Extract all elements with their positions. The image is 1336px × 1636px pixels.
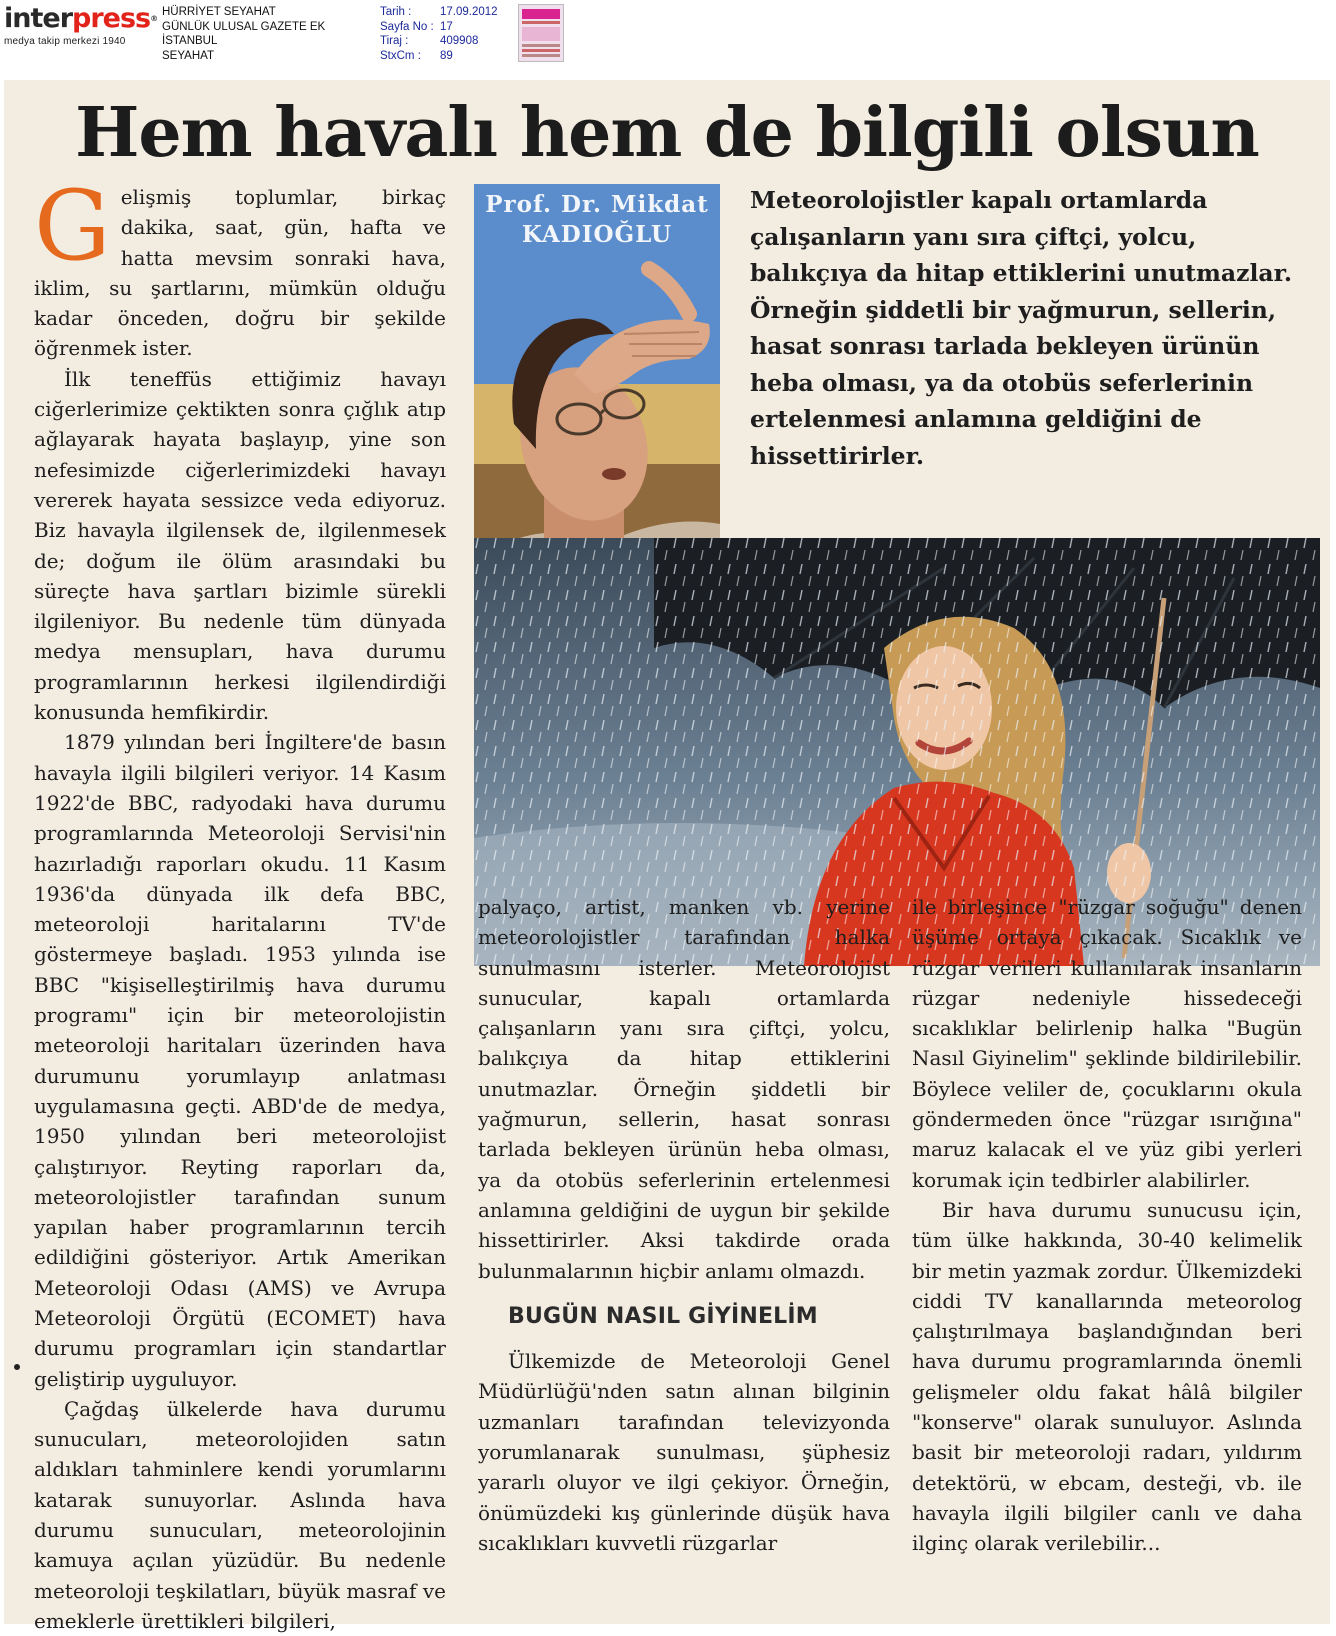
- paragraph: Ülkemizde de Meteoroloji Genel Müdürlüğü'nden satın alınan bilginin uzmanları tarafından televizyonda yorumlanarak sunulması, şüphesiz yararlı oluyor ve ilgi çekiyor. Örneğin, önümüzdeki kış günlerinde düşük hava sıcaklıkları kuvvetli rüzgarlar: [478, 1349, 890, 1555]
- article-column-3: [912, 892, 1302, 1559]
- meta-page: Sayfa No : 17: [380, 20, 453, 33]
- article-deck: Meteorolojistler kapalı ortamlarda çalışanların yanı sıra çiftçi, yolcu, balıkçıya da hitap ettiklerini unutmazlar. Örneğin şiddetli bir yağmurun, sellerin, hasat sonrası tarlada bekleyen ürünün heba olması, ya da otobüs seferlerinin ertelenmesi anlamına geldiğini de hissettirirler.: [750, 186, 1293, 470]
- margin-dot: [14, 1364, 20, 1370]
- paragraph: palyaço, artist, manken vb. yerine meteorolojistler tarafından halka sunulmasını isterler. Meteorolojist sunucular, kapalı ortamlarda çalışanların yanı sıra çiftçi, yolcu, balıkçıya da hitap ettiklerini unutmazlar. Örneğin şiddetli bir yağmurun, sellerin, hasat sonrası tarlada bekleyen ürünün heba olması, ya da otobüs seferlerinin ertelenmesi anlamına geldiğini de uygun bir şekilde hissettirirler. Aksi takdirde orada bulunmalarının hiçbir anlamı olmazdı.: [478, 895, 890, 1283]
- article-column-2: [478, 892, 890, 1558]
- meta-circulation: Tiraj : 409908: [380, 35, 479, 47]
- columnist-name: Prof. Dr. Mikdat KADIOĞLU: [485, 191, 709, 248]
- article-column-1: [34, 170, 446, 1636]
- paragraph: elişmiş toplumlar, birkaç dakika, saat, gün, hafta ve hatta mevsim sonraki hava, iklim, su şartlarını, mümkün olduğu kadar önceden, doğru bir şekilde öğrenmek ister.: [34, 185, 446, 361]
- publication-city: İSTANBUL: [162, 35, 218, 47]
- publication-name: HÜRRİYET SEYAHAT: [162, 6, 276, 18]
- clipping-header: [0, 0, 1336, 70]
- clipping-meta: [380, 5, 498, 63]
- drop-cap: G: [34, 170, 111, 282]
- paragraph: Bir hava durumu sunucusu için, tüm ülke hakkında, 30-40 kelimelik bir metin yazmak zordur. Ülkemizdeki ciddi TV kanallarında meteorolog çalıştırılmaya başlandığından beri hava durumu programlarında önemli gelişmeler oldu fakat hâlâ bilgiler "konserve" olarak sunuluyor. Aslında basit bir meteoroloji radarı, yıldırım detektörü, w ebcam, desteği, vb. ile havayla ilgili bilgiler canlı ve daha ilginç olarak verilebilir...: [912, 1197, 1302, 1556]
- newspaper-page: [4, 80, 1330, 1633]
- meta-stxcm: StxCm : 89: [380, 49, 453, 62]
- meta-date: Tarih : 17.09.2012: [380, 6, 498, 18]
- logo-wordmark: interpress®: [4, 3, 158, 34]
- paragraph: ile birleşince "rüzgar soğuğu" denen üşüme ortaya çıkacak. Sıcaklık ve rüzgar verileri kullanılarak insanların rüzgar nedeniyle hissedeceği sıcaklıklar belirlenip halka "Bugün Nasıl Giyinelim" şeklinde bildirilebilir. Böylece veliler de, çocuklarını okula göndermeden önce "rüzgar ısırığına" maruz kalacak el ve yüz gibi yerleri korumak için tedbirler alabilirler.: [912, 895, 1302, 1192]
- section-subhead: BUGÜN NASIL GİYİNELİM: [508, 1303, 818, 1329]
- paragraph: 1879 yılından beri İngiltere'de basın havayla ilgili bilgileri veriyor. 14 Kasım 1922'de BBC, radyodaki hava durumu programlarında Meteoroloji Servisi'nin hazırladığı raporları okudu. 11 Kasım 1936'da dünyada ilk defa BBC, meteoroloji haritalarını TV'de göstermeye başladı. 1953 yılında ise BBC "kişiselleştirilmiş hava durumu programı" için bir meteorolojistin meteoroloji haritaları üzerinden hava durumunu yorumlayıp anlatması uygulamasına geçti. ABD'de de medya, 1950 yılından beri meteorolojist çalıştırıyor. Reyting raporları da, meteorolojistler tarafından sunum yapılan haber programlarının tercih edildiğini gösteriyor. Artık Amerikan Meteoroloji Odası (AMS) ve Avrupa Meteoroloji Örgütü (ECOMET) hava durumu programları için standartlar geliştirip uyguluyor.: [34, 730, 446, 1391]
- paragraph: İlk teneffüs ettiğimiz havayı ciğerlerimize çektikten sonra çığlık atıp ağlayarak hayata başlayıp, yine son nefesimizde ciğerlerimizdeki havayı vererek hayata sessizce veda ediyoruz. Biz havayla ilgilensek de, ilgilenmesek de; doğum ile ölüm arasındaki bu süreçte hava şartları bizimle sürekli ilgileniyor. Bu nedenle tüm dünyada medya mensupları, hava durumu programlarının herkesi ilgilendirdiği konusunda hemfikirdir.: [34, 366, 446, 725]
- publication-section: SEYAHAT: [162, 49, 214, 62]
- page-thumbnail[interactable]: [518, 4, 564, 62]
- paragraph: Çağdaş ülkelerde hava durumu sunucuları, meteorolojiden satın aldıkları tahminlere kendi yorumlarını katarak sunuyorlar. Aslında hava durumu sunucuları, meteorolojinin kamuya açılan yüzüdür. Bu nedenle meteoroloji teşkilatları, büyük masraf ve emeklerle ürettikleri bilgileri,: [34, 1396, 446, 1633]
- publication-type: GÜNLÜK ULUSAL GAZETE EK: [162, 20, 326, 33]
- interpress-logo: [4, 4, 157, 47]
- publication-info: [162, 5, 325, 63]
- logo-tagline: medya takip merkezi 1940: [4, 36, 126, 47]
- article-headline: Hem havalı hem de bilgili olsun: [75, 93, 1259, 173]
